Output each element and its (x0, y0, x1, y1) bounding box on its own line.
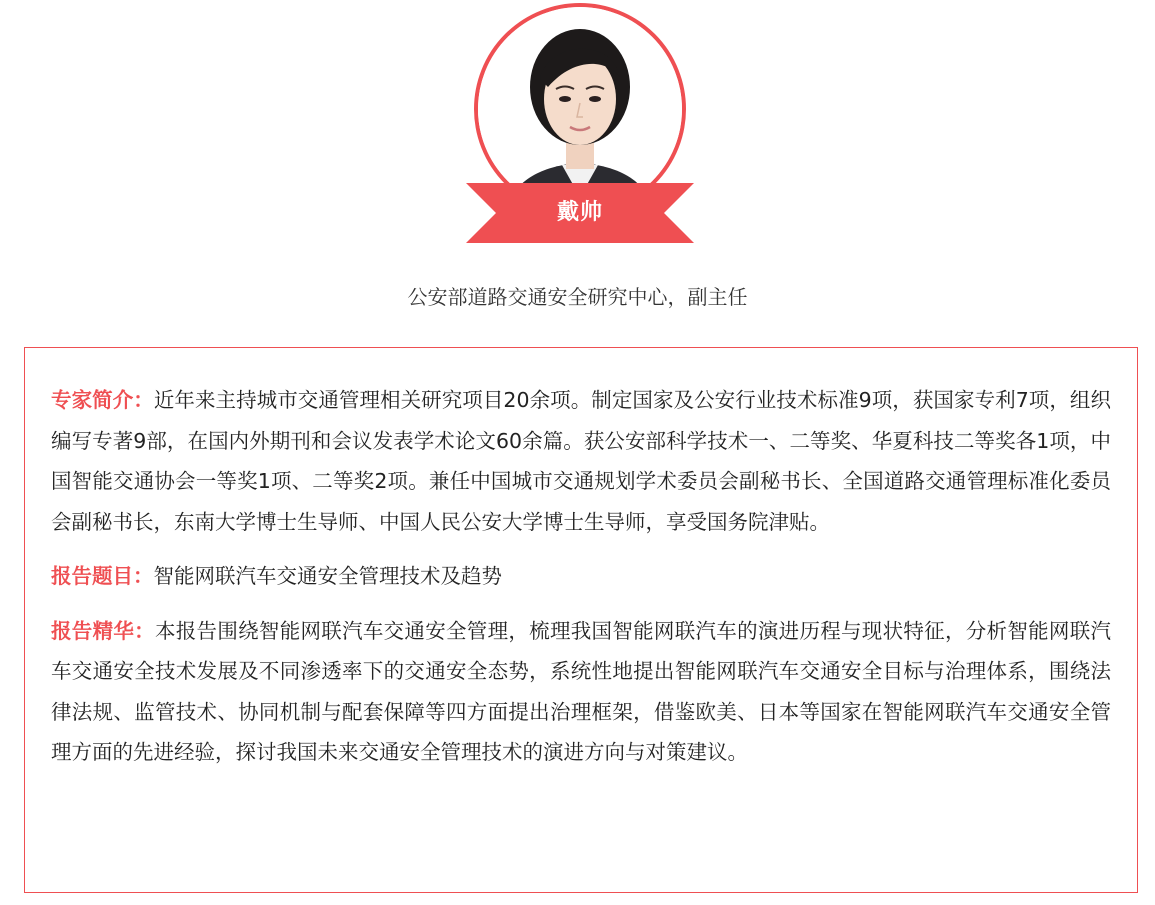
name-ribbon (466, 183, 694, 243)
portrait-illustration (478, 7, 682, 211)
expert-name: 戴帅 (556, 200, 603, 225)
bio-text: 近年来主持城市交通管理相关研究项目20余项。制定国家及公安行业技术标准9项，获国家专利7项，组织编写专著9部，在国内外期刊和会议发表学术论文60余篇。获公安部科学技术一、二等奖、华夏科技二等奖各1项，中国智能交通协会一等奖1项、二等奖2项。兼任中国城市交通规划学术委员会副秘书长、全国道路交通管理标准化委员会副秘书长，东南大学博士生导师、中国人民公安大学博士生导师，享受国务院津贴。 (51, 388, 1111, 534)
report-title-paragraph (51, 556, 1111, 597)
report-title-text: 智能网联汽车交通安全管理技术及趋势 (153, 564, 502, 588)
report-summary-label: 报告精华： (51, 618, 155, 643)
expert-affiliation: 公安部道路交通安全研究中心，副主任 (407, 285, 748, 309)
report-title-label: 报告题目： (51, 564, 154, 588)
bio-paragraph (51, 380, 1111, 542)
bio-label: 专家简介： (51, 388, 154, 412)
expert-info-box (24, 347, 1138, 893)
report-summary-paragraph (51, 611, 1111, 773)
report-summary-text: 本报告围绕智能网联汽车交通安全管理，梳理我国智能网联汽车的演进历程与现状特征，分析智能网联汽车交通安全技术发展及不同渗透率下的交通安全态势，系统性地提出智能网联汽车交通安全目标与治理体系，围绕法律法规、监管技术、协同机制与配套保障等四方面提出治理框架，借鉴欧美、日本等国家在智能网联汽车交通安全管理方面的先进经验，探讨我国未来交通安全管理技术的演进方向与对策建议。 (51, 618, 1112, 764)
